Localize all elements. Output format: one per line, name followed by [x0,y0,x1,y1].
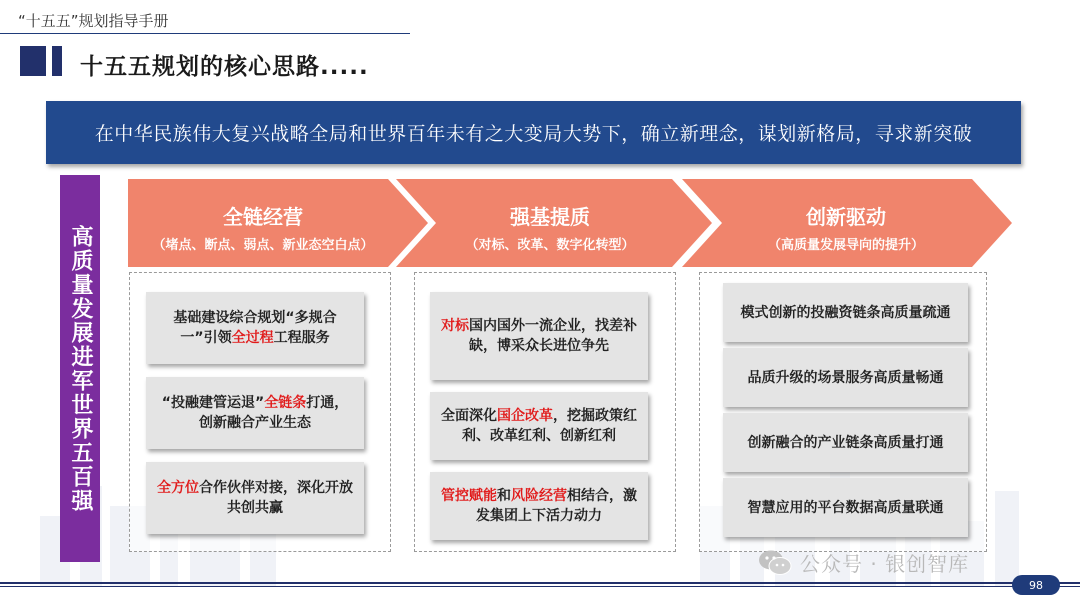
card-text: 全面深化国企改革，挖掘政策红利、改革红利、创新红利 [441,408,637,444]
column-header-2 [420,201,680,253]
watermark-text: 公众号 · 银创智库 [800,552,970,576]
column-subtitle: （堵点、断点、弱点、新业态空白点） [152,238,374,253]
card-text: 智慧应用的平台数据高质量联通 [747,499,944,516]
card-text: 对标国内国外一流企业，找差补缺，博采众长进位争先 [441,318,637,354]
column-title: 全链经营 [223,205,303,229]
column-header-1 [128,201,398,253]
watermark [758,548,969,577]
document-header-title: “十五五”规划指导手册 [18,12,169,30]
strategy-card [430,292,648,380]
footer-divider-thin [0,586,1080,587]
page-number-badge: 98 [1012,575,1060,595]
column-header-3 [716,201,976,253]
vertical-goal-text: 高质量发展进军世界五百强 [68,224,93,513]
strategy-card [430,472,648,540]
strategy-card [723,478,968,537]
strategy-card [146,462,364,534]
card-text: 品质升级的场景服务高质量畅通 [747,369,944,386]
strategy-card [430,392,648,460]
card-text: 管控赋能和风险经营相结合，激发集团上下活力动力 [441,488,637,524]
strategy-card [146,292,364,364]
banner-text: 在中华民族伟大复兴战略全局和世界百年未有之大变局大势下，确立新理念，谋划新格局，寻求新突破 [94,123,973,145]
footer-divider [0,582,1080,584]
strategy-card [723,348,968,407]
section-title: 十五五规划的核心思路..... [80,54,369,80]
card-text: 模式创新的投融资链条高质量疏通 [740,304,951,321]
wechat-icon [758,549,792,577]
strategy-card [723,283,968,342]
column-title: 创新驱动 [806,205,886,229]
card-text: 基础建设综合规划“多规合一”引领全过程工程服务 [173,310,337,346]
card-text: 全方位合作伙伴对接，深化开放共创共赢 [157,480,353,516]
card-text: “投融建管运退”全链条打通，创新融合产业生态 [161,395,349,431]
card-text: 创新融合的产业链条高质量打通 [747,434,944,451]
strategy-card [146,377,364,449]
strategy-card [723,413,968,472]
column-subtitle: （高质量发展导向的提升） [767,238,924,253]
column-subtitle: （对标、改革、数字化转型） [465,238,635,253]
column-title: 强基提质 [510,205,590,229]
